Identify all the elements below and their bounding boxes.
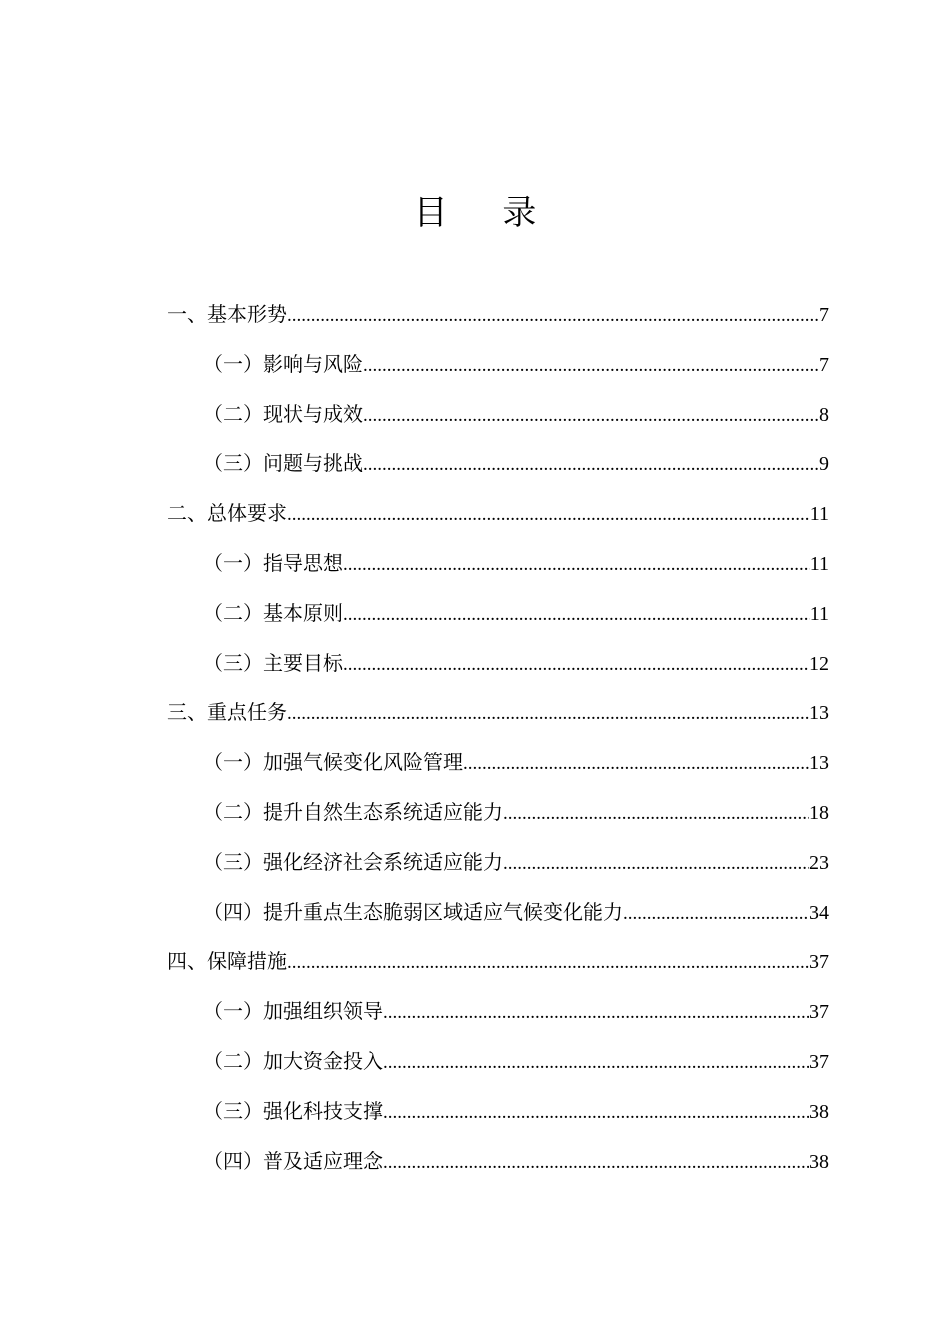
toc-dot-leader (503, 792, 809, 836)
toc-dot-leader (287, 493, 810, 537)
toc-dot-leader (383, 991, 809, 1035)
toc-subsection-entry[interactable] (167, 989, 829, 1039)
toc-dot-leader (343, 593, 810, 637)
toc-page-number: 13 (809, 752, 829, 775)
toc-subsection-entry[interactable] (167, 740, 829, 790)
toc-entry-title: （二）加大资金投入 (203, 1048, 383, 1073)
toc-subsection-entry[interactable] (167, 1039, 829, 1089)
toc-page-number: 9 (819, 453, 829, 476)
toc-page-number: 11 (809, 602, 829, 625)
toc-page-number: 13 (809, 702, 829, 725)
toc-entry-title: （三）主要目标 (203, 650, 343, 675)
toc-page-number: 37 (809, 1001, 829, 1024)
toc-page-number: 11 (809, 503, 829, 526)
toc-dot-leader (363, 394, 819, 438)
toc-entry-title: （四）提升重点生态脆弱区域适应气候变化能力 (203, 899, 623, 924)
toc-subsection-entry[interactable] (167, 392, 829, 442)
toc-page-number: 7 (819, 304, 829, 326)
toc-section-entry[interactable] (167, 939, 829, 989)
toc-page-number: 11 (809, 552, 829, 575)
toc-dot-leader (287, 692, 809, 736)
toc-section-entry[interactable] (167, 292, 829, 342)
toc-dot-leader (343, 543, 810, 587)
toc-dot-leader (623, 892, 809, 936)
toc-entry-title: （二）提升自然生态系统适应能力 (203, 799, 503, 824)
toc-page-number: 7 (819, 353, 829, 376)
toc-dot-leader (287, 941, 809, 985)
toc-subsection-entry[interactable] (167, 840, 829, 890)
toc-entry-title: 四、保障措施 (167, 949, 287, 974)
toc-entry-title: （四）普及适应理念 (203, 1148, 383, 1173)
toc-entry-title: （二）现状与成效 (203, 401, 363, 426)
toc-entry-title: （一）影响与风险 (203, 351, 363, 376)
toc-dot-leader (463, 742, 809, 786)
toc-entry-title: （二）基本原则 (203, 600, 343, 625)
toc-dot-leader (383, 1041, 809, 1085)
toc-dot-leader (343, 643, 809, 687)
toc-entry-title: （一）加强组织领导 (203, 999, 383, 1024)
page-title: 目 录 (413, 193, 559, 233)
toc-page-number: 12 (809, 652, 829, 675)
toc-entry-title: （一）加强气候变化风险管理 (203, 750, 463, 775)
toc-subsection-entry[interactable] (167, 591, 829, 641)
toc-entry-title: （三）问题与挑战 (203, 451, 363, 476)
toc-subsection-entry[interactable] (167, 1139, 829, 1189)
toc-section-entry[interactable] (167, 491, 829, 541)
toc-page-number: 38 (809, 1100, 829, 1123)
toc-page-number: 34 (809, 901, 829, 924)
toc-page-number: 18 (809, 801, 829, 824)
toc-dot-leader (363, 443, 819, 487)
toc-subsection-entry[interactable] (167, 1089, 829, 1139)
toc-entry-title: 二、总体要求 (167, 501, 287, 526)
toc-subsection-entry[interactable] (167, 641, 829, 691)
table-of-contents (167, 292, 829, 1188)
toc-entry-title: （一）指导思想 (203, 550, 343, 575)
toc-dot-leader (503, 842, 809, 886)
toc-entry-title: 三、重点任务 (167, 700, 287, 725)
toc-page-number: 38 (809, 1150, 829, 1173)
toc-page-number: 23 (809, 851, 829, 874)
toc-subsection-entry[interactable] (167, 890, 829, 940)
toc-dot-leader (383, 1141, 809, 1185)
toc-dot-leader (363, 344, 819, 388)
toc-entry-title: （三）强化经济社会系统适应能力 (203, 849, 503, 874)
toc-subsection-entry[interactable] (167, 441, 829, 491)
toc-page-number: 37 (809, 951, 829, 974)
toc-entry-title: （三）强化科技支撑 (203, 1098, 383, 1123)
toc-entry-title: 一、基本形势 (167, 302, 287, 326)
toc-subsection-entry[interactable] (167, 790, 829, 840)
toc-subsection-entry[interactable] (167, 342, 829, 392)
toc-page-number: 8 (819, 403, 829, 426)
toc-dot-leader (287, 294, 819, 338)
toc-page-number: 37 (809, 1050, 829, 1073)
toc-subsection-entry[interactable] (167, 541, 829, 591)
toc-section-entry[interactable] (167, 690, 829, 740)
toc-dot-leader (383, 1091, 809, 1135)
